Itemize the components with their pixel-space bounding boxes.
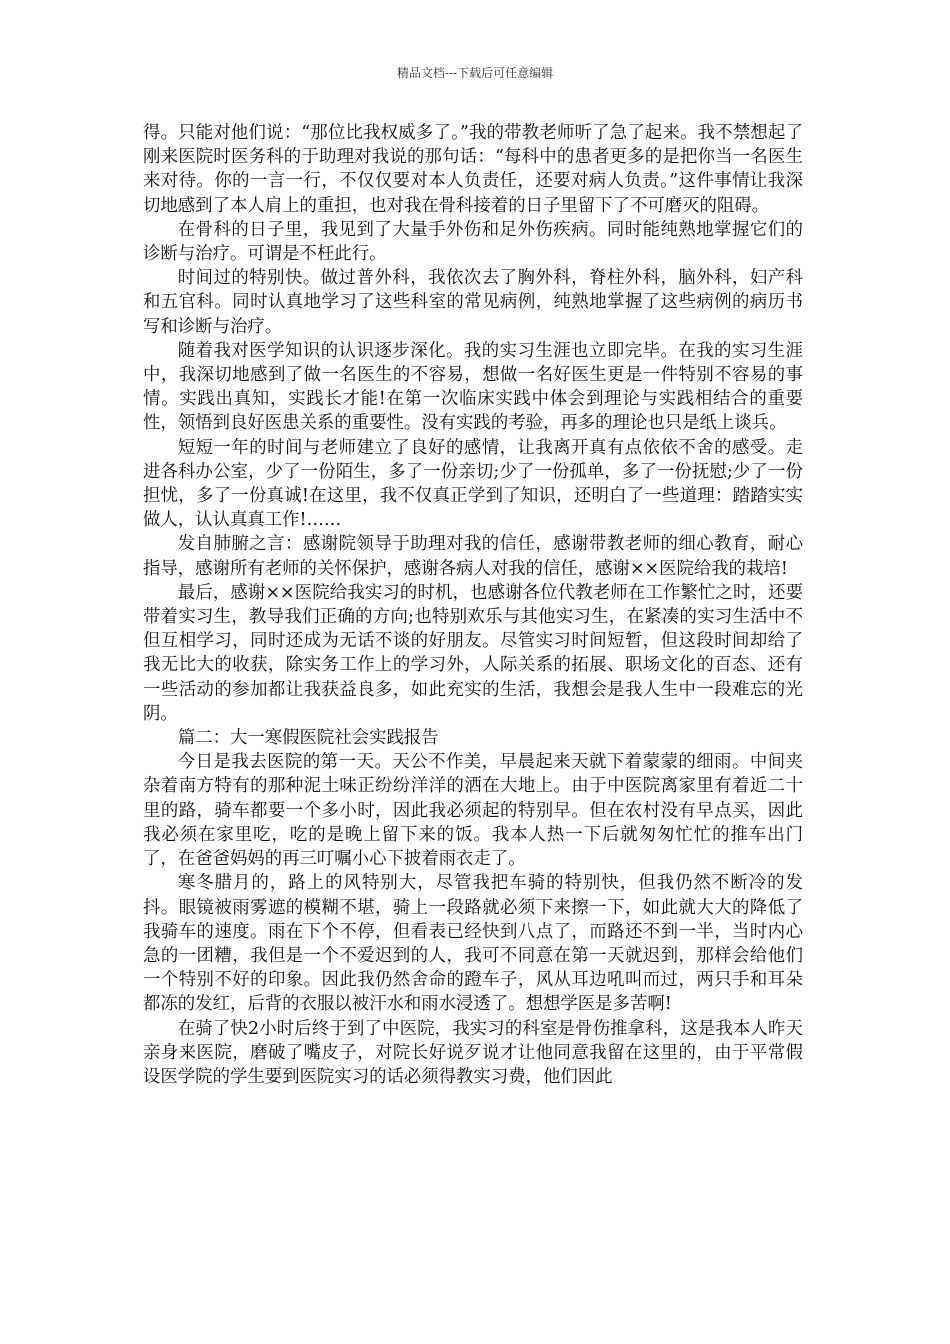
paragraph: 时间过的特别快。做过普外科，我依次去了胸外科，脊柱外科，脑外科，妇产科和五官科。同时认真地学习了这些科室的常见病例，纯熟地掌握了这些病例的病历书写和诊断与治疗。	[143, 268, 803, 337]
paragraph: 短短一年的时间与老师建立了良好的感情，让我离开真有点依依不舍的感受。走进各科办公室，少了一份陌生，多了一份亲切;少了一份孤单，多了一份抚慰;少了一份担忧，多了一份真诚!在这里，我不仅真正学到了知识，还明白了一些道理：踏踏实实做人，认认真真工作!……	[143, 437, 803, 531]
document-body	[143, 121, 803, 1089]
paragraph: 在骑了快2小时后终于到了中医院，我实习的科室是骨伤推拿科，这是我本人昨天亲身来医院，磨破了嘴皮子，对院长好说歹说才让他同意我留在这里的，由于平常假设医学院的学生要到医院实习的话必须得教实习费，他们因此	[143, 1018, 803, 1087]
paragraph: 随着我对医学知识的认识逐步深化。我的实习生涯也立即完毕。在我的实习生涯中，我深切地感到了做一名医生的不容易，想做一名好医生更是一件特别不容易的事情。实践出真知，实践长才能!在第一次临床实践中体会到理论与实践相结合的重要性，领悟到良好医患关系的重要性。没有实践的考验，再多的理论也只是纸上谈兵。	[143, 340, 803, 434]
paragraph: 得。只能对他们说：“那位比我权威多了。”我的带教老师听了急了起来。我不禁想起了刚来医院时医务科的于助理对我说的那句话：“每科中的患者更多的是把你当一名医生来对待。你的一言一行，不仅仅要对本人负责任，还要对病人负责。”这件事情让我深切地感到了本人肩上的重担，也对我在骨科接着的日子里留下了不可磨灭的阻碍。	[143, 123, 803, 216]
paragraph: 在骨科的日子里，我见到了大量手外伤和足外伤疾病。同时能纯熟地掌握它们的诊断与治疗。可谓是不枉此行。	[143, 219, 803, 265]
paragraph: 最后，感谢××医院给我实习的时机，也感谢各位代教老师在工作繁忙之时，还要带着实习生，教导我们正确的方向;也特别欢乐与其他实习生，在紧凑的实习生活中不但互相学习，同时还成为无话不谈的好朋友。尽管实习时间短暂，但这段时间却给了我无比大的收获，除实务工作上的学习外，人际关系的拓展、职场文化的百态、还有一些活动的参加都让我获益良多，如此充实的生活，我想会是我人生中一段难忘的光阴。	[143, 582, 803, 724]
page-header: 精品文档---下载后可任意编辑	[396, 66, 554, 80]
paragraph: 寒冬腊月的，路上的风特别大，尽管我把车骑的特别快，但我仍然不断冷的发抖。眼镜被雨雾遮的模糊不堪，骑上一段路就必须下来擦一下，如此就大大的降低了我骑车的速度。雨在下个不停，但看表已经快到八点了，而路还不到一半，当时内心急的一团糟，我但是一个不爱迟到的人，我可不同意在第一天就迟到，那样会给他们一个特别不好的印象。因此我仍然舍命的蹬车子，风从耳边吼叫而过，两只手和耳朵都冻的发红，后背的衣服以被汗水和雨水浸透了。想想学医是多苦啊!	[143, 873, 803, 1015]
paragraph: 今日是我去医院的第一天。天公不作美，早晨起来天就下着蒙蒙的细雨。中间夹杂着南方特有的那种泥土味正纷纷洋洋的洒在大地上。由于中医院离家里有着近二十里的路，骑车都要一个多小时，因此我必须起的特别早。但在农村没有早点买，因此我必须在家里吃，吃的是晚上留下来的饭。我本人热一下后就匆匆忙忙的推车出门了，在爸爸妈妈的再三叮嘱小心下披着雨衣走了。	[143, 752, 803, 870]
section-heading: 篇二：大一寒假医院社会实践报告	[177, 728, 439, 749]
paragraph: 发自肺腑之言：感谢院领导于助理对我的信任，感谢带教老师的细心教育，耐心指导，感谢所有老师的关怀保护，感谢各病人对我的信任，感谢××医院给我的栽培!	[143, 534, 803, 579]
